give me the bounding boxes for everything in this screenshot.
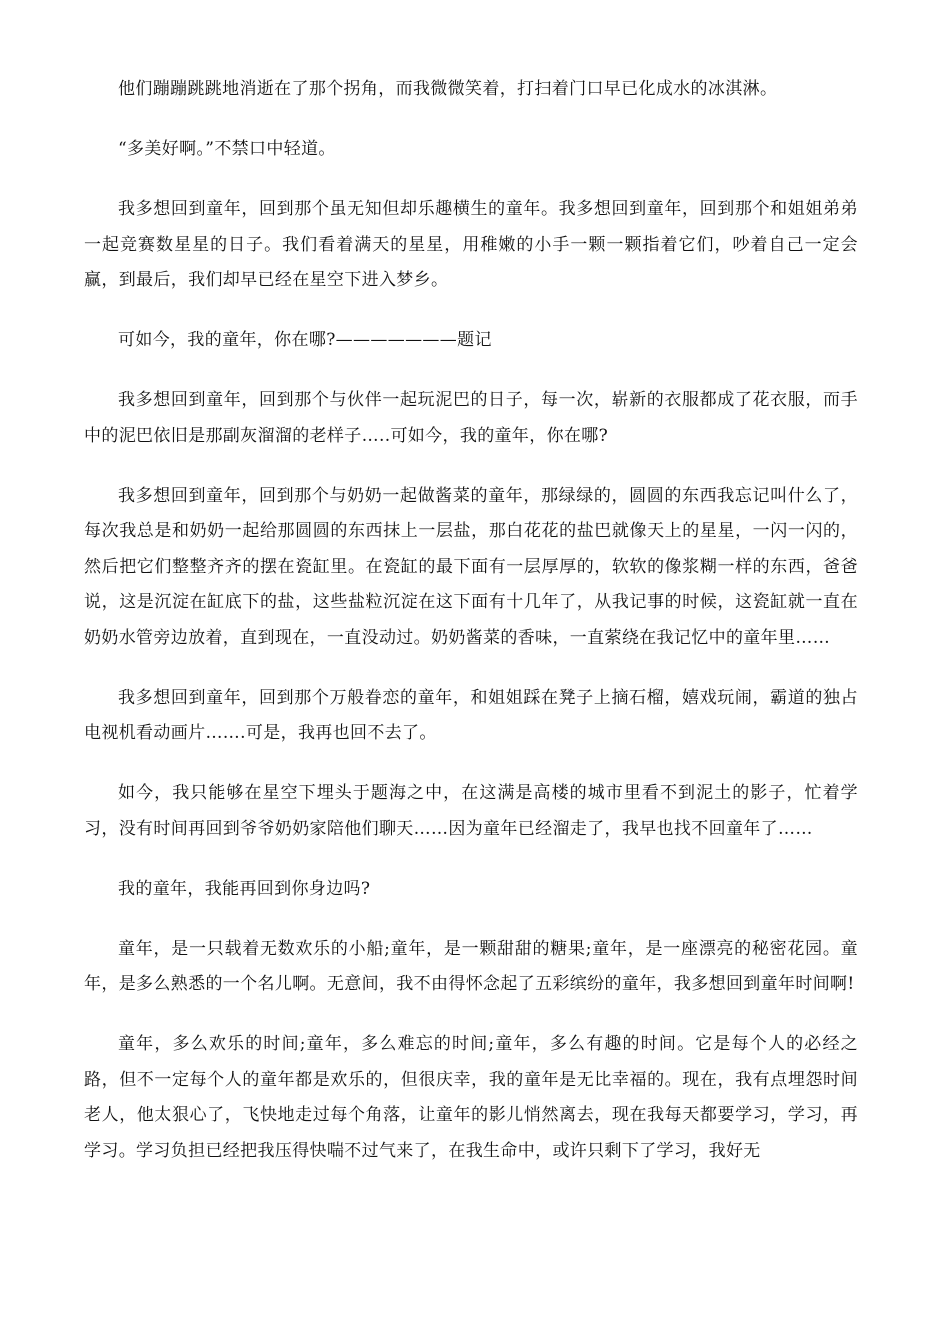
- paragraph-7: 我多想回到童年，回到那个万般眷恋的童年，和姐姐踩在凳子上摘石榴，嬉戏玩闹，霸道的独占电视机看动画片…….可是，我再也回不去了。: [84, 687, 858, 743]
- paragraph-5: 我多想回到童年，回到那个与伙伴一起玩泥巴的日子，每一次，崭新的衣服都成了花衣服，而手中的泥巴依旧是那副灰溜溜的老样子…..可如今，我的童年，你在哪?: [84, 390, 858, 446]
- paragraph-11: 童年，多么欢乐的时间;童年，多么难忘的时间;童年，多么有趣的时间。它是每个人的必经之路，但不一定每个人的童年都是欢乐的，但很庆幸，我的童年是无比幸福的。现在，我有点埋怨时间老人，他太狠心了，飞快地走过每个角落，让童年的影儿悄然离去，现在我每天都要学习，学习，再学习。学习负担已经把我压得快喘不过气来了，在我生命中，或许只剩下了学习，我好无: [84, 1034, 858, 1161]
- document-page: [84, 72, 858, 1194]
- paragraph-3: 我多想回到童年，回到那个虽无知但却乐趣横生的童年。我多想回到童年，回到那个和姐姐弟弟一起竞赛数星星的日子。我们看着满天的星星，用稚嫩的小手一颗一颗指着它们，吵着自己一定会赢，到最后，我们却早已经在星空下进入梦乡。: [84, 199, 858, 290]
- paragraph-1: 他们蹦蹦跳跳地消逝在了那个拐角，而我微微笑着，打扫着门口早已化成水的冰淇淋。: [118, 79, 778, 99]
- paragraph-8: 如今，我只能够在星空下埋头于题海之中，在这满是高楼的城市里看不到泥土的影子，忙着学习，没有时间再回到爷爷奶奶家陪他们聊天……因为童年已经溜走了，我早也找不回童年了……: [84, 783, 858, 839]
- paragraph-6: 我多想回到童年，回到那个与奶奶一起做酱菜的童年，那绿绿的，圆圆的东西我忘记叫什么了，每次我总是和奶奶一起给那圆圆的东西抹上一层盐，那白花花的盐巴就像天上的星星，一闪一闪的，然后把它们整整齐齐的摆在瓷缸里。在瓷缸的最下面有一层厚厚的，软软的像浆糊一样的东西，爸爸说，这是沉淀在缸底下的盐，这些盐粒沉淀在这下面有十几年了，从我记事的时候，这瓷缸就一直在奶奶水管旁边放着，直到现在，一直没动过。奶奶酱菜的香味，一直萦绕在我记忆中的童年里……: [84, 485, 858, 648]
- paragraph-10: 童年，是一只载着无数欢乐的小船;童年，是一颗甜甜的糖果;童年，是一座漂亮的秘密花园。童年，是多么熟悉的一个名儿啊。无意间，我不由得怀念起了五彩缤纷的童年，我多想回到童年时间啊!: [84, 938, 858, 994]
- paragraph-4: 可如今，我的童年，你在哪?———————题记: [118, 330, 492, 350]
- paragraph-9: 我的童年，我能再回到你身边吗?: [118, 878, 371, 899]
- paragraph-2: “多美好啊。”不禁口中轻道。: [118, 139, 336, 159]
